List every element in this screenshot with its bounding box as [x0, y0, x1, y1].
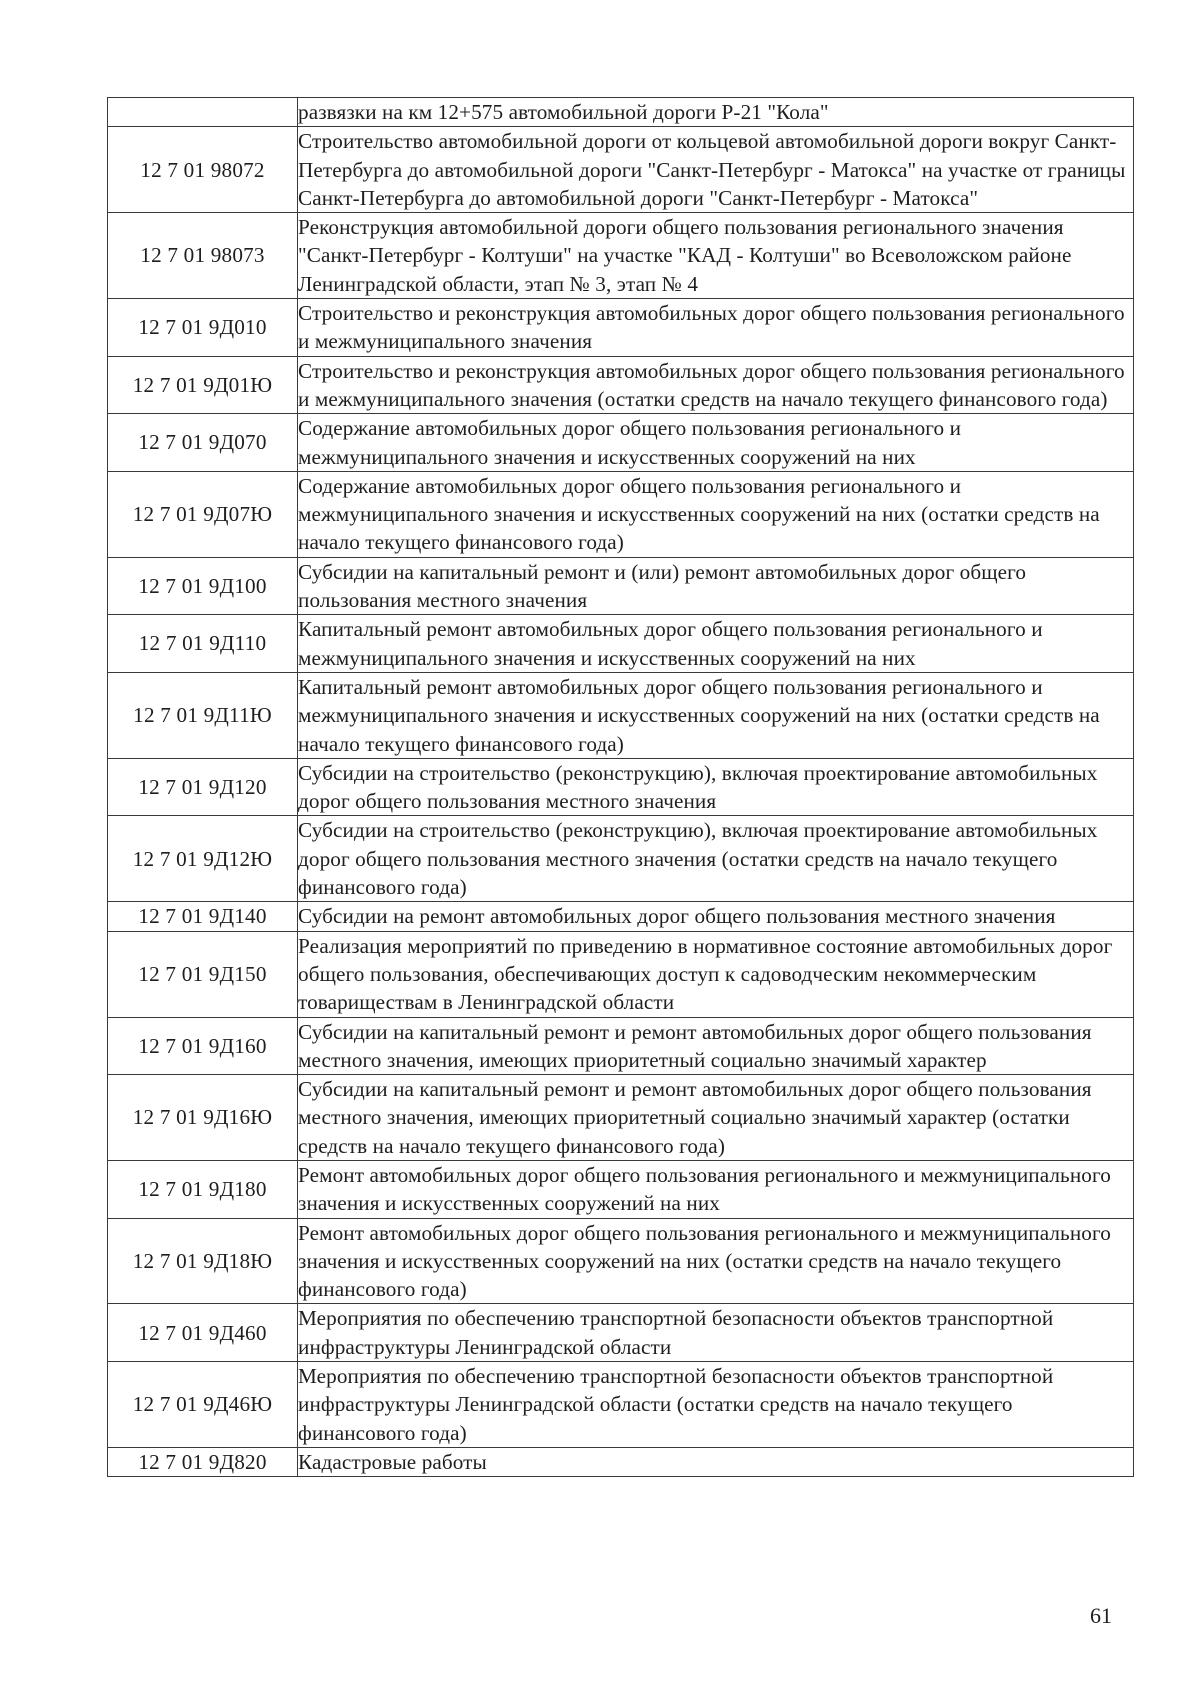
- code-cell: 12 7 01 98072: [108, 127, 298, 213]
- description-cell: Субсидии на строительство (реконструкцию), включая проектирование автомобильных дорог общего пользования местного значения (остатки средств на начало текущего финансового года): [298, 816, 1134, 902]
- table-row: [108, 414, 1134, 472]
- code-cell: 12 7 01 9Д12Ю: [108, 816, 298, 902]
- table-row: [108, 816, 1134, 902]
- table-row: [108, 1304, 1134, 1362]
- description-cell: Ремонт автомобильных дорог общего пользования регионального и межмуниципального значения и искусственных сооружений на них: [298, 1160, 1134, 1218]
- description-cell: Субсидии на капитальный ремонт и ремонт автомобильных дорог общего пользования местного значения, имеющих приоритетный социально значимый характер: [298, 1017, 1134, 1075]
- description-cell: Реализация мероприятий по приведению в нормативное состояние автомобильных дорог общего пользования, обеспечивающих доступ к садоводческим некоммерческим товариществам в Ленинградской области: [298, 931, 1134, 1017]
- code-cell: 12 7 01 98073: [108, 213, 298, 299]
- page-number: 61: [1090, 1603, 1112, 1628]
- description-cell: Содержание автомобильных дорог общего пользования регионального и межмуниципального значения и искусственных сооружений на них: [298, 414, 1134, 472]
- code-cell: 12 7 01 9Д11Ю: [108, 672, 298, 758]
- table-row: [108, 672, 1134, 758]
- code-cell: 12 7 01 9Д01Ю: [108, 356, 298, 414]
- table-row: [108, 213, 1134, 299]
- code-cell: 12 7 01 9Д070: [108, 414, 298, 472]
- code-cell: 12 7 01 9Д180: [108, 1160, 298, 1218]
- description-cell: Мероприятия по обеспечению транспортной безопасности объектов транспортной инфраструктуры Ленинградской области (остатки средств на начало текущего финансового года): [298, 1362, 1134, 1448]
- description-cell: Субсидии на капитальный ремонт и ремонт автомобильных дорог общего пользования местного значения, имеющих приоритетный социально значимый характер (остатки средств на начало текущего финансового года): [298, 1075, 1134, 1161]
- code-cell: 12 7 01 9Д46Ю: [108, 1362, 298, 1448]
- table-row: [108, 299, 1134, 357]
- table-row: [108, 1075, 1134, 1161]
- code-cell: 12 7 01 9Д16Ю: [108, 1075, 298, 1161]
- budget-codes-table: [107, 97, 1134, 1477]
- code-cell: 12 7 01 9Д18Ю: [108, 1218, 298, 1304]
- code-cell: 12 7 01 9Д140: [108, 902, 298, 931]
- table-row: [108, 758, 1134, 816]
- table-row: [108, 356, 1134, 414]
- table-row: [108, 1017, 1134, 1075]
- code-cell: 12 7 01 9Д460: [108, 1304, 298, 1362]
- description-cell: Строительство и реконструкция автомобильных дорог общего пользования регионального и межмуниципального значения: [298, 299, 1134, 357]
- description-cell: развязки на км 12+575 автомобильной дороги Р-21 "Кола": [298, 98, 1134, 127]
- code-cell: 12 7 01 9Д120: [108, 758, 298, 816]
- table-row: [108, 902, 1134, 931]
- description-cell: Субсидии на ремонт автомобильных дорог общего пользования местного значения: [298, 902, 1134, 931]
- table-row: [108, 1218, 1134, 1304]
- description-cell: Реконструкция автомобильной дороги общего пользования регионального значения "Санкт-Петербург - Колтуши" на участке "КАД - Колтуши" во Всеволожском районе Ленинградской области, этап № 3, этап № 4: [298, 213, 1134, 299]
- description-cell: Мероприятия по обеспечению транспортной безопасности объектов транспортной инфраструктуры Ленинградской области: [298, 1304, 1134, 1362]
- table-row: [108, 1362, 1134, 1448]
- table-row: [108, 557, 1134, 615]
- code-cell: 12 7 01 9Д110: [108, 615, 298, 673]
- code-cell: 12 7 01 9Д07Ю: [108, 471, 298, 557]
- description-cell: Кадастровые работы: [298, 1447, 1134, 1476]
- table-row: [108, 127, 1134, 213]
- table-row: [108, 1447, 1134, 1476]
- code-cell: 12 7 01 9Д100: [108, 557, 298, 615]
- code-cell: [108, 98, 298, 127]
- description-cell: Ремонт автомобильных дорог общего пользования регионального и межмуниципального значения и искусственных сооружений на них (остатки средств на начало текущего финансового года): [298, 1218, 1134, 1304]
- code-cell: 12 7 01 9Д160: [108, 1017, 298, 1075]
- description-cell: Строительство автомобильной дороги от кольцевой автомобильной дороги вокруг Санкт-Петербурга до автомобильной дороги "Санкт-Петербург - Матокса" на участке от границы Санкт-Петербурга до автомобильной дороги "Санкт-Петербург - Матокса": [298, 127, 1134, 213]
- table-row: [108, 931, 1134, 1017]
- table-row: [108, 471, 1134, 557]
- description-cell: Субсидии на капитальный ремонт и (или) ремонт автомобильных дорог общего пользования местного значения: [298, 557, 1134, 615]
- table-row: [108, 98, 1134, 127]
- description-cell: Субсидии на строительство (реконструкцию), включая проектирование автомобильных дорог общего пользования местного значения: [298, 758, 1134, 816]
- description-cell: Капитальный ремонт автомобильных дорог общего пользования регионального и межмуниципального значения и искусственных сооружений на них: [298, 615, 1134, 673]
- description-cell: Строительство и реконструкция автомобильных дорог общего пользования регионального и межмуниципального значения (остатки средств на начало текущего финансового года): [298, 356, 1134, 414]
- table-row: [108, 1160, 1134, 1218]
- description-cell: Содержание автомобильных дорог общего пользования регионального и межмуниципального значения и искусственных сооружений на них (остатки средств на начало текущего финансового года): [298, 471, 1134, 557]
- table-row: [108, 615, 1134, 673]
- code-cell: 12 7 01 9Д820: [108, 1447, 298, 1476]
- code-cell: 12 7 01 9Д010: [108, 299, 298, 357]
- description-cell: Капитальный ремонт автомобильных дорог общего пользования регионального и межмуниципального значения и искусственных сооружений на них (остатки средств на начало текущего финансового года): [298, 672, 1134, 758]
- code-cell: 12 7 01 9Д150: [108, 931, 298, 1017]
